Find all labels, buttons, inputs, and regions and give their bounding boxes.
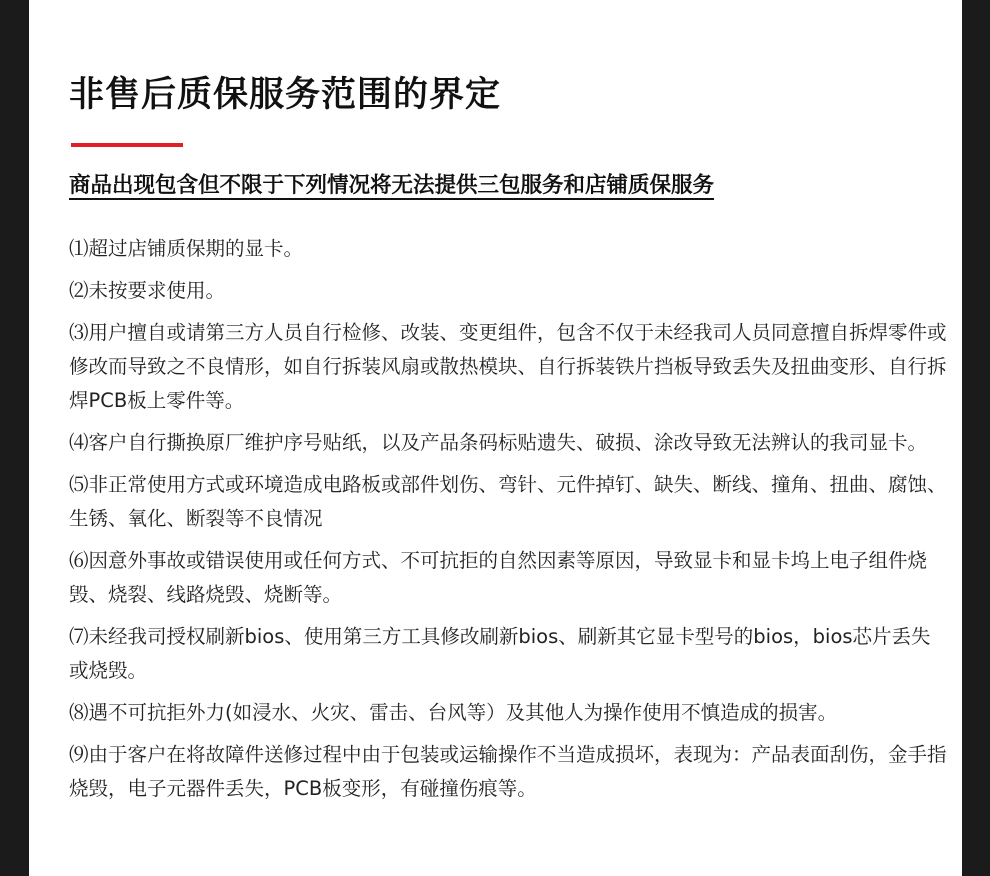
list-item: ⑴超过店铺质保期的显卡。 bbox=[69, 237, 304, 260]
list-item: ⑷客户自行撕换原厂维护序号贴纸，以及产品条码标贴遗失、破损、涂改导致无法辨认的我司显卡。 bbox=[69, 431, 928, 454]
section-subtitle: 商品出现包含但不限于下列情况将无法提供三包服务和店铺质保服务 bbox=[69, 173, 715, 198]
title-accent-bar bbox=[71, 143, 183, 147]
list-item: ⑸非正常使用方式或环境造成电路板或部件划伤、弯针、元件掉钉、缺失、断线、撞角、扭曲、腐蚀、生锈、氧化、断裂等不良情况 bbox=[69, 473, 947, 530]
list-item: ⑵未按要求使用。 bbox=[69, 279, 226, 302]
list-item: ⑶用户擅自或请第三方人员自行检修、改装、变更组件，包含不仅于未经我司人员同意擅自拆焊零件或修改而导致之不良情形，如自行拆装风扇或散热模块、自行拆装铁片挡板导致丢失及扭曲变形、自行拆焊PCB板上零件等。 bbox=[69, 321, 947, 412]
list-item: ⑻遇不可抗拒外力(如浸水、火灾、雷击、台风等）及其他人为操作使用不慎造成的损害。 bbox=[69, 701, 838, 724]
document-page bbox=[29, 0, 962, 876]
list-item: ⑺未经我司授权刷新bios、使用第三方工具修改刷新bios、刷新其它显卡型号的bios，bios芯片丢失或烧毁。 bbox=[69, 625, 931, 682]
list-item: ⑼由于客户在将故障件送修过程中由于包装或运输操作不当造成损坏，表现为：产品表面刮伤，金手指烧毁，电子元器件丢失，PCB板变形，有碰撞伤痕等。 bbox=[69, 743, 947, 800]
condition-list bbox=[69, 232, 949, 814]
page-title: 非售后质保服务范围的界定 bbox=[69, 75, 502, 115]
list-item: ⑹因意外事故或错误使用或任何方式、不可抗拒的自然因素等原因，导致显卡和显卡坞上电子组件烧毁、烧裂、线路烧毁、烧断等。 bbox=[69, 549, 928, 606]
